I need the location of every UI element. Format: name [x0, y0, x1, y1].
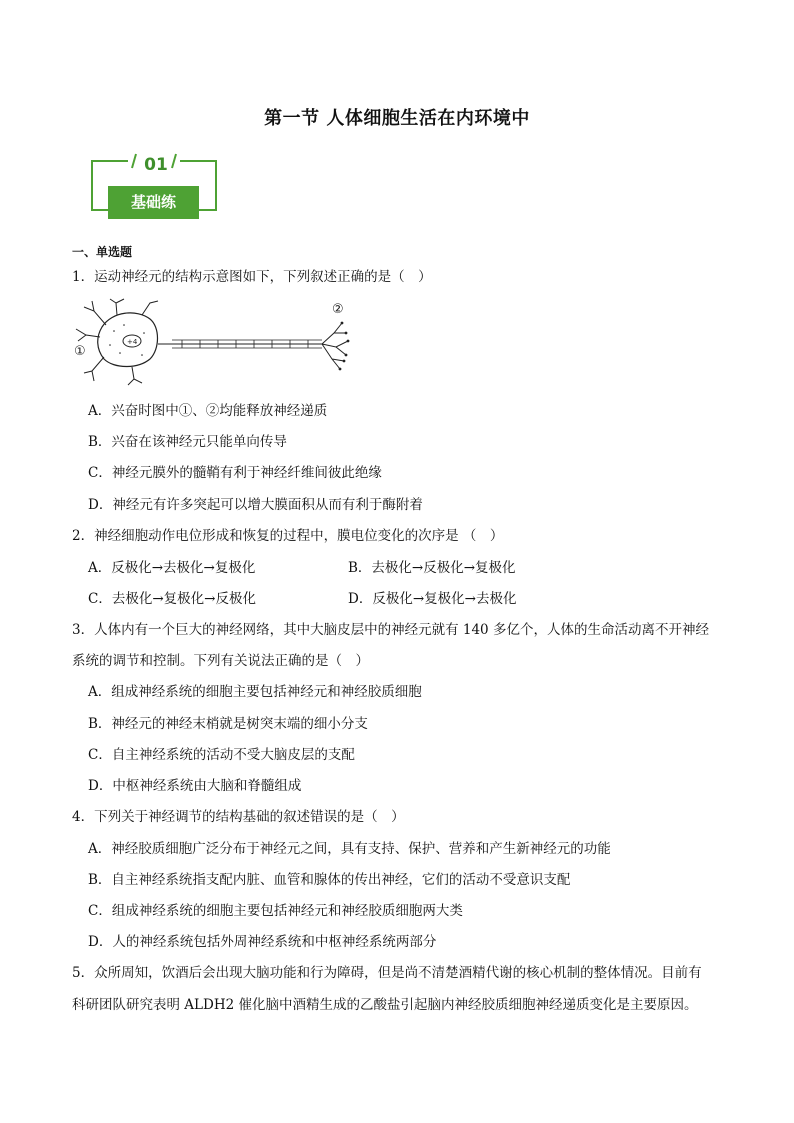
section-heading: 一、单选题	[72, 245, 133, 259]
question-3-stem-line2: 系统的调节和控制。下列有关说法正确的是（ ）	[72, 653, 369, 669]
neuron-diagram	[72, 297, 372, 387]
q3-option-a: A．组成神经系统的细胞主要包括神经元和神经胶质细胞	[88, 684, 422, 700]
q1-option-d: D．神经元有许多突起可以增大膜面积从而有利于酶附着	[88, 497, 423, 513]
question-1-stem: 1．运动神经元的结构示意图如下，下列叙述正确的是（ ）	[72, 269, 432, 285]
q2-option-c: C．去极化→复极化→反极化	[88, 591, 256, 607]
question-2-stem: 2．神经细胞动作电位形成和恢复的过程中，膜电位变化的次序是 （ ）	[72, 528, 504, 544]
question-5-stem-line1: 5．众所周知，饮酒后会出现大脑功能和行为障碍，但是尚不清楚酒精代谢的核心机制的整体情况。目前有	[72, 965, 702, 981]
label-one: ①	[74, 344, 86, 359]
page-title: 第一节 人体细胞生活在内环境中	[264, 108, 530, 129]
q3-option-d: D．中枢神经系统由大脑和脊髓组成	[88, 778, 302, 794]
question-4-stem: 4．下列关于神经调节的结构基础的叙述错误的是（ ）	[72, 809, 405, 825]
q4-option-d: D．人的神经系统包括外周神经系统和中枢神经系统两部分	[88, 934, 437, 950]
q4-option-b: B．自主神经系统指支配内脏、血管和腺体的传出神经，它们的活动不受意识支配	[88, 872, 571, 888]
question-3-stem-line1: 3．人体内有一个巨大的神经网络，其中大脑皮层中的神经元就有 140 多亿个，人体的生命活动离不开神经	[72, 622, 709, 638]
label-two: ②	[332, 302, 344, 317]
q1-option-b: B．兴奋在该神经元只能单向传导	[88, 434, 287, 450]
q2-option-b: B．去极化→反极化→复极化	[348, 560, 516, 576]
question-5-stem-line2: 科研团队研究表明 ALDH2 催化脑中酒精生成的乙酸盐引起脑内神经胶质细胞神经递质变化是主要原因。	[72, 997, 698, 1013]
section-badge	[88, 150, 220, 222]
q4-option-c: C．组成神经系统的细胞主要包括神经元和神经胶质细胞两大类	[88, 903, 463, 919]
badge-number: 01	[144, 155, 168, 175]
q2-option-a: A．反极化→去极化→复极化	[88, 560, 256, 576]
badge-label: 基础练	[108, 186, 199, 219]
svg-text:+4: +4	[127, 338, 138, 346]
q1-option-a: A．兴奋时图中①、②均能释放神经递质	[88, 403, 328, 419]
q3-option-c: C．自主神经系统的活动不受大脑皮层的支配	[88, 747, 355, 763]
q1-option-c: C．神经元膜外的髓鞘有利于神经纤维间彼此绝缘	[88, 465, 382, 481]
q3-option-b: B．神经元的神经末梢就是树突末端的细小分支	[88, 716, 368, 732]
q2-option-d: D．反极化→复极化→去极化	[348, 591, 517, 607]
q4-option-a: A．神经胶质细胞广泛分布于神经元之间，具有支持、保护、营养和产生新神经元的功能	[88, 841, 611, 857]
